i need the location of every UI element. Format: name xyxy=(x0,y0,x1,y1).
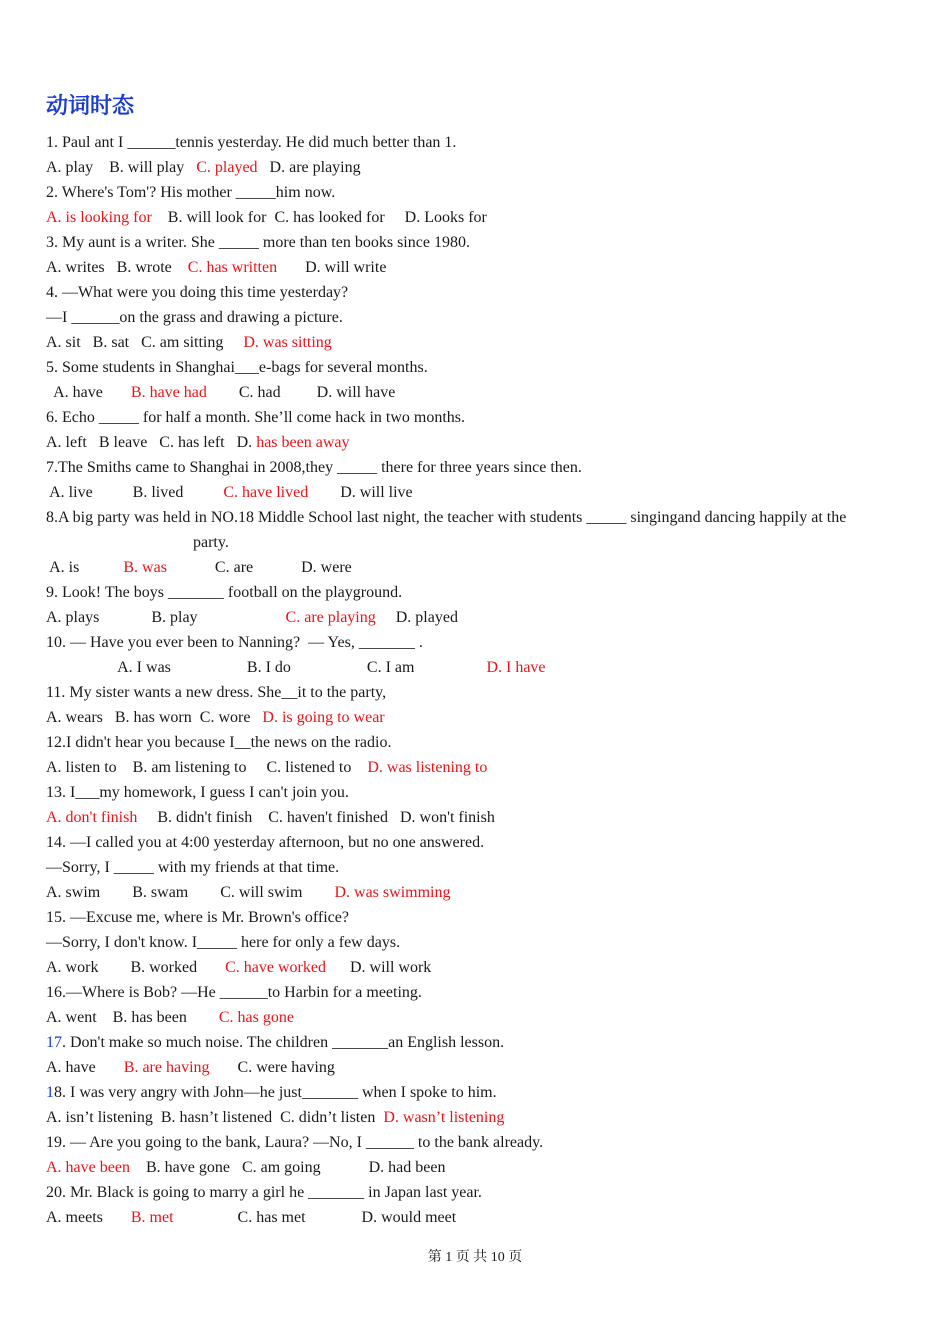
option-d-answer: D. was listening to xyxy=(367,759,488,776)
option-a: A. sit xyxy=(46,334,81,351)
question-4: 4. —What were you doing this time yesterday? xyxy=(46,284,349,301)
option-a: A. play xyxy=(46,159,94,176)
options-9 xyxy=(46,605,906,630)
question-11: 11. My sister wants a new dress. She__it to the party, xyxy=(46,684,387,701)
question-13: 13. I___my homework, I guess I can't join you. xyxy=(46,784,349,801)
option-a-answer: A. is looking for xyxy=(46,209,152,226)
option-c-answer: C. have worked xyxy=(225,959,326,976)
question-19: 19. — Are you going to the bank, Laura? —No, I ______ to the bank already. xyxy=(46,1134,544,1151)
option-a: A. writes xyxy=(46,259,105,276)
option-b: B. lived xyxy=(132,484,184,501)
option-a: A. wears xyxy=(46,709,103,726)
question-number: 1 xyxy=(46,1084,54,1101)
option-d-answer: D. was sitting xyxy=(243,334,332,351)
option-c: C. didn’t listen xyxy=(280,1109,376,1126)
option-a-answer: A. don't finish xyxy=(46,809,138,826)
option-d: D. will work xyxy=(349,959,432,976)
options-6 xyxy=(46,430,906,455)
option-b: B. worked xyxy=(130,959,198,976)
option-b: B. play xyxy=(151,609,198,626)
option-a: A. went xyxy=(46,1009,97,1026)
option-c: C. has looked for xyxy=(274,209,385,226)
option-c-answer: C. are playing xyxy=(285,609,376,626)
question-17 xyxy=(46,1030,906,1055)
option-d-answer: D. I have xyxy=(486,659,546,676)
question-text: 8. I was very angry with John—he just_______ when I spoke to him. xyxy=(54,1084,497,1101)
options-12 xyxy=(46,755,906,780)
option-d: D. had been xyxy=(368,1159,446,1176)
option-b: B. hasn’t listened xyxy=(160,1109,273,1126)
option-c-answer: C. has gone xyxy=(218,1009,294,1026)
question-5: 5. Some students in Shanghai___e-bags for several months. xyxy=(46,359,428,376)
option-b-answer: B. met xyxy=(130,1209,174,1226)
options-19 xyxy=(46,1155,906,1180)
option-c-answer: C. have lived xyxy=(223,484,309,501)
option-b: B leave xyxy=(98,434,148,451)
option-b: B. sat xyxy=(92,334,130,351)
page-title: 动词时态 xyxy=(46,94,135,119)
question-16: 16.—Where is Bob? —He ______to Harbin for a meeting. xyxy=(46,984,422,1001)
question-8-line2: party. xyxy=(193,534,229,551)
options-3 xyxy=(46,255,906,280)
options-20 xyxy=(46,1205,906,1230)
options-16 xyxy=(46,1005,906,1030)
option-c: C. I am xyxy=(366,659,415,676)
option-d: D. Looks for xyxy=(404,209,487,226)
options-5 xyxy=(46,380,906,405)
option-d-answer: D. was swimming xyxy=(334,884,451,901)
option-d-answer: D. wasn’t listening xyxy=(383,1109,505,1126)
option-a: A. is xyxy=(49,559,80,576)
question-1: 1. Paul ant I ______tennis yesterday. He did much better than 1. xyxy=(46,134,457,151)
option-d: D. will have xyxy=(316,384,396,401)
option-c: C. were having xyxy=(237,1059,335,1076)
option-b: B. swam xyxy=(132,884,189,901)
option-a: A. left xyxy=(46,434,87,451)
option-a: A. have xyxy=(46,1059,96,1076)
option-b: B. didn't finish xyxy=(157,809,253,826)
question-14-line2: —Sorry, I _____ with my friends at that time. xyxy=(46,859,340,876)
option-c: C. are xyxy=(214,559,254,576)
question-15: 15. —Excuse me, where is Mr. Brown's office? xyxy=(46,909,349,926)
option-d: D. are playing xyxy=(269,159,361,176)
option-a: A. plays xyxy=(46,609,100,626)
question-6: 6. Echo _____ for half a month. She’ll come hack in two months. xyxy=(46,409,466,426)
page-footer: 第 1 页 共 10 页 xyxy=(427,1250,523,1265)
question-9: 9. Look! The boys _______ football on the playground. xyxy=(46,584,403,601)
question-8: 8.A big party was held in NO.18 Middle School last night, the teacher with students _____ singingand dancing happily at the xyxy=(46,509,847,526)
option-a: A. isn’t listening xyxy=(46,1109,153,1126)
question-3: 3. My aunt is a writer. She _____ more than ten books since 1980. xyxy=(46,234,470,251)
options-7 xyxy=(46,480,906,505)
option-b: B. am listening to xyxy=(132,759,247,776)
option-d: D. were xyxy=(301,559,352,576)
option-a-answer: A. have been xyxy=(46,1159,130,1176)
options-17 xyxy=(46,1055,906,1080)
options-18 xyxy=(46,1105,906,1130)
option-b-answer: B. have had xyxy=(130,384,207,401)
option-d-answer: has been away xyxy=(256,434,350,451)
option-a: A. have xyxy=(53,384,103,401)
options-1 xyxy=(46,155,906,180)
option-b: B. will play xyxy=(109,159,185,176)
option-b: B. I do xyxy=(246,659,291,676)
option-b: B. has worn xyxy=(114,709,192,726)
option-c: C. has left xyxy=(159,434,225,451)
option-b: B. wrote xyxy=(116,259,172,276)
options-11 xyxy=(46,705,906,730)
question-4-line2: —I ______on the grass and drawing a picture. xyxy=(46,309,343,326)
option-c-answer: C. played xyxy=(196,159,258,176)
question-20: 20. Mr. Black is going to marry a girl he _______ in Japan last year. xyxy=(46,1184,482,1201)
option-b: B. has been xyxy=(112,1009,187,1026)
option-d-answer: D. is going to wear xyxy=(262,709,385,726)
question-18 xyxy=(46,1080,906,1105)
question-number: 17 xyxy=(46,1034,62,1051)
option-a: A. live xyxy=(49,484,93,501)
question-7: 7.The Smiths came to Shanghai in 2008,they _____ there for three years since then. xyxy=(46,459,582,476)
option-d: D. will write xyxy=(305,259,387,276)
option-a: A. swim xyxy=(46,884,101,901)
options-2 xyxy=(46,205,906,230)
option-b: B. will look for xyxy=(167,209,267,226)
option-c: C. had xyxy=(238,384,281,401)
question-text: . Don't make so much noise. The children _______an English lesson. xyxy=(62,1034,505,1051)
question-15-line2: —Sorry, I don't know. I_____ here for only a few days. xyxy=(46,934,401,951)
options-15 xyxy=(46,955,906,980)
question-12: 12.I didn't hear you because I__the news on the radio. xyxy=(46,734,392,751)
option-b-answer: B. are having xyxy=(123,1059,210,1076)
options-14 xyxy=(46,880,906,905)
option-c: C. listened to xyxy=(266,759,352,776)
question-2: 2. Where's Tom'? His mother _____him now. xyxy=(46,184,336,201)
question-14: 14. —I called you at 4:00 yesterday afternoon, but no one answered. xyxy=(46,834,485,851)
option-d: D. played xyxy=(395,609,458,626)
option-a: A. I was xyxy=(117,659,171,676)
option-c: C. wore xyxy=(199,709,251,726)
option-a: A. work xyxy=(46,959,99,976)
option-a: A. listen to xyxy=(46,759,117,776)
option-c: C. will swim xyxy=(220,884,303,901)
option-c: C. am going xyxy=(241,1159,321,1176)
option-c: C. am sitting xyxy=(141,334,224,351)
option-c: C. haven't finished xyxy=(268,809,388,826)
option-d: D. won't finish xyxy=(399,809,495,826)
option-b-answer: B. was xyxy=(123,559,167,576)
option-d: D. would meet xyxy=(361,1209,457,1226)
options-13 xyxy=(46,805,906,830)
option-d: D. will live xyxy=(340,484,413,501)
question-10: 10. — Have you ever been to Nanning? — Yes, _______ . xyxy=(46,634,423,651)
option-c: C. has met xyxy=(237,1209,306,1226)
page-content xyxy=(46,90,906,1230)
option-b: B. have gone xyxy=(145,1159,230,1176)
option-c-answer: C. has written xyxy=(187,259,278,276)
option-d-letter: D. xyxy=(236,434,253,451)
options-10 xyxy=(46,655,906,680)
options-8 xyxy=(46,555,906,580)
option-a: A. meets xyxy=(46,1209,103,1226)
options-4 xyxy=(46,330,906,355)
